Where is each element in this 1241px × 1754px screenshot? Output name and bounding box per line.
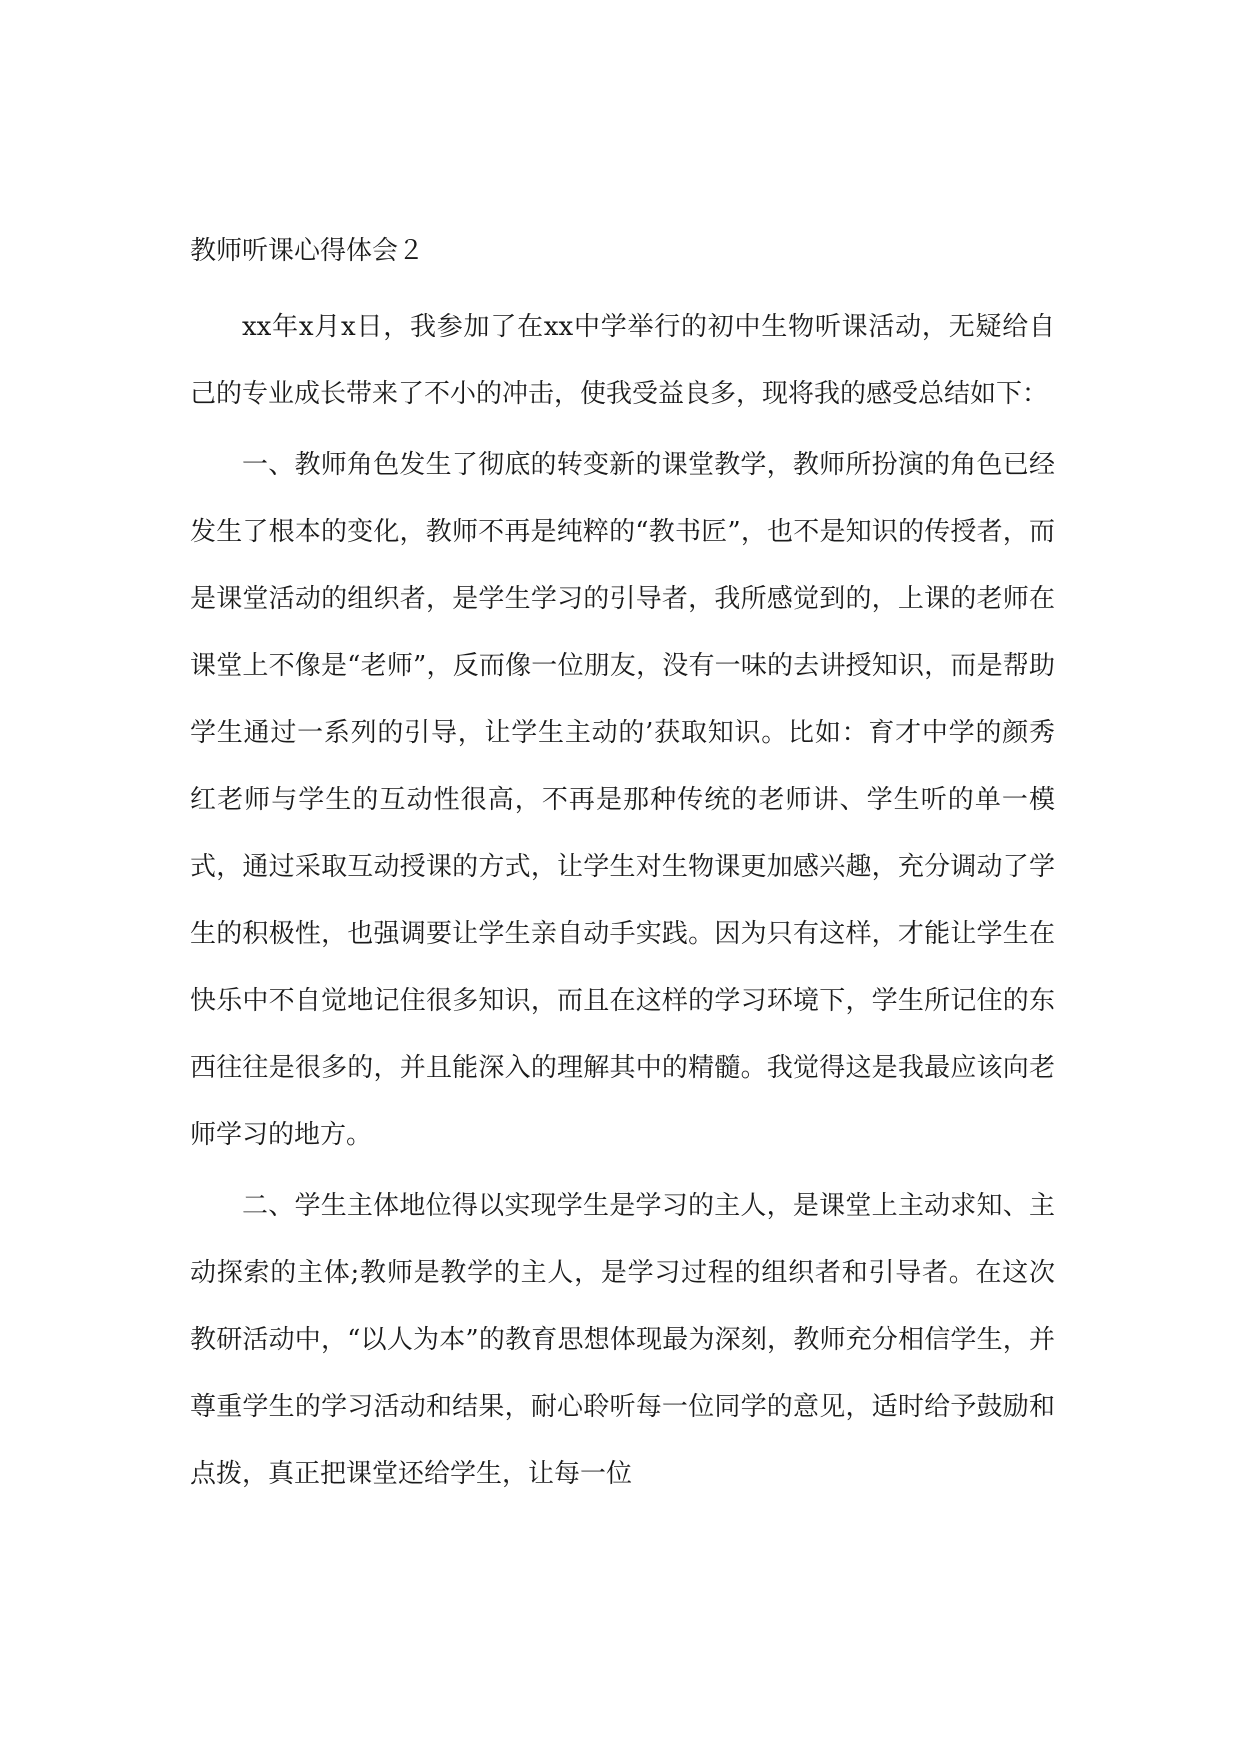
- paragraph-teacher-role: 一、教师角色发生了彻底的转变新的课堂教学，教师所扮演的角色已经发生了根本的变化，教师不再是纯粹的“教书匠”，也不是知识的传授者，而是课堂活动的组织者，是学生学习的引导者，我所感觉到的，上课的老师在课堂上不像是“老师”，反而像一位朋友，没有一味的去讲授知识，而是帮助学生通过一系列的引导，让学生主动的’获取知识。比如：育才中学的颜秀红老师与学生的互动性很高，不再是那种传统的老师讲、学生听的单一模式，通过采取互动授课的方式，让学生对生物课更加感兴趣，充分调动了学生的积极性，也强调要让学生亲自动手实践。因为只有这样，才能让学生在快乐中不自觉地记住很多知识，而且在这样的学习环境下，学生所记住的东西往往是很多的，并且能深入的理解其中的精髓。我觉得这是我最应该向老师学习的地方。: [190, 450, 1055, 1150]
- document-body: [190, 225, 1055, 1512]
- document-title: 教师听课心得体会２: [190, 236, 425, 266]
- paragraph-intro: xx年x月x日，我参加了在xx中学举行的初中生物听课活动，无疑给自己的专业成长带来了不小的冲击，使我受益良多，现将我的感受总结如下：: [190, 312, 1055, 409]
- paragraph-student-subject: 二、学生主体地位得以实现学生是学习的主人，是课堂上主动求知、主动探索的主体;教师是教学的主人，是学习过程的组织者和引导者。在这次教研活动中，“以人为本”的教育思想体现最为深刻，教师充分相信学生，并尊重学生的学习活动和结果，耐心聆听每一位同学的意见，适时给予鼓励和点拨，真正把课堂还给学生，让每一位: [190, 1191, 1055, 1489]
